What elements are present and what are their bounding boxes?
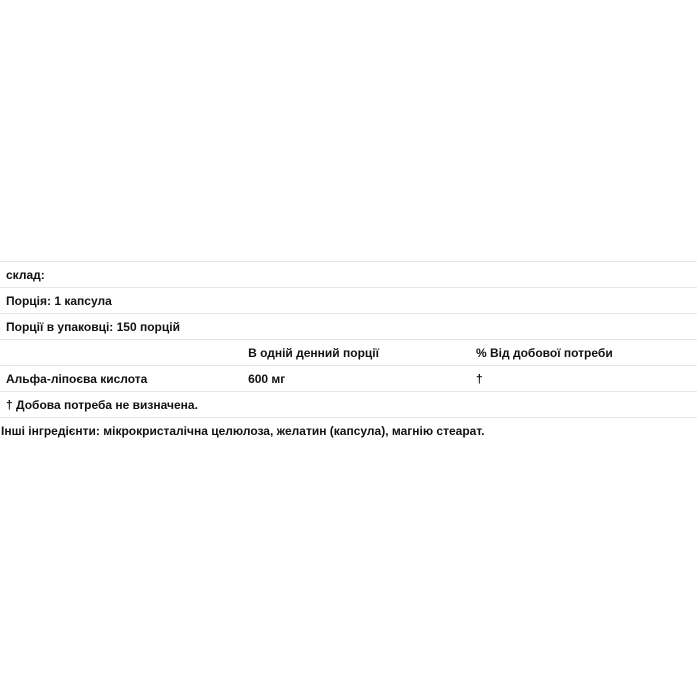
column-header-row xyxy=(0,340,697,366)
serving-size: Порція: 1 капсула xyxy=(0,288,697,314)
column-header-daily-value: % Від добової потреби xyxy=(470,340,697,366)
heading-row xyxy=(0,262,697,288)
servings-per-container: Порції в упаковці: 150 порцій xyxy=(0,314,697,340)
supplement-facts-table xyxy=(0,261,697,418)
facts-heading: склад: xyxy=(0,262,697,288)
ingredient-daily-value: † xyxy=(470,366,697,392)
table-row xyxy=(0,366,697,392)
ingredient-amount: 600 мг xyxy=(242,366,470,392)
other-ingredients: Інші інгредієнти: мікрокристалічна целюлоза, желатин (капсула), магнію стеарат. xyxy=(1,424,485,438)
supplement-facts-panel xyxy=(0,261,697,418)
footnote: † Добова потреба не визначена. xyxy=(0,392,697,418)
servings-per-container-row xyxy=(0,314,697,340)
serving-size-row xyxy=(0,288,697,314)
column-header-amount: В одній денний порції xyxy=(242,340,470,366)
ingredient-name: Альфа-ліпоєва кислота xyxy=(0,366,242,392)
column-header-name xyxy=(0,340,242,366)
footnote-row xyxy=(0,392,697,418)
